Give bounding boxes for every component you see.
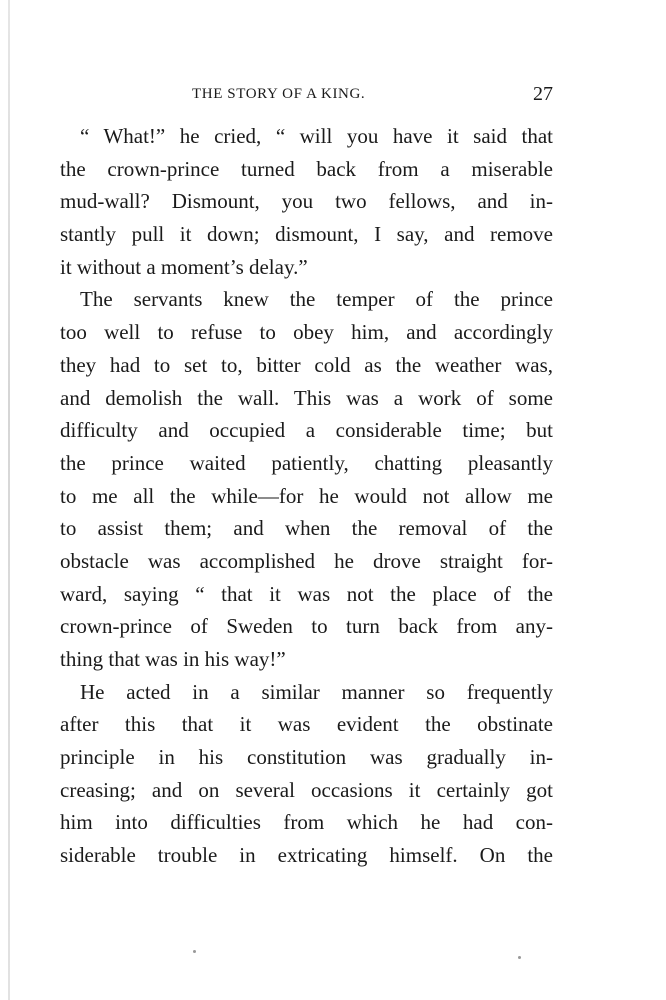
body-text [60,120,553,872]
page-edge [8,0,10,1000]
text-line: after this that it was evident the obstinate [60,712,553,737]
text-line: mud-wall? Dismount, you two fellows, and in- [60,189,553,214]
text-line: crown-prince of Sweden to turn back from any- [60,614,553,639]
text-line: ward, saying “ that it was not the place of the [60,581,553,606]
page-header [60,83,553,108]
text-line: thing that was in his way!” [60,647,286,671]
text-line: The servants knew the temper of the prince [80,287,553,312]
text-line: He acted in a similar manner so frequently [80,679,553,704]
text-line: “ What!” he cried, “ will you have it said that [80,124,553,148]
ink-speck [518,956,521,959]
text-line: obstacle was accomplished he drove straight for- [60,548,553,573]
text-line: siderable trouble in extricating himself. On the [60,843,553,868]
text-line: to assist them; and when the removal of the [60,516,553,541]
text-line: the prince waited patiently, chatting pleasantly [60,450,553,475]
page-number: 27 [533,83,553,105]
text-line: too well to refuse to obey him, and accordingly [60,320,553,345]
text-line: him into difficulties from which he had con- [60,810,553,835]
text-line: to me all the while—for he would not allow me [60,483,553,508]
text-line: the crown-prince turned back from a miserable [60,156,553,181]
text-line: principle in his constitution was gradually in- [60,745,553,770]
ink-speck [193,950,196,953]
text-line: stantly pull it down; dismount, I say, and remove [60,222,553,247]
text-line: it without a moment’s delay.” [60,254,308,279]
text-line: they had to set to, bitter cold as the weather was, [60,352,553,377]
running-title: THE STORY OF A KING. [192,86,366,102]
text-line: and demolish the wall. This was a work of some [60,385,553,410]
text-line: difficulty and occupied a considerable time; but [60,418,553,443]
text-line: creasing; and on several occasions it certainly got [60,777,553,802]
